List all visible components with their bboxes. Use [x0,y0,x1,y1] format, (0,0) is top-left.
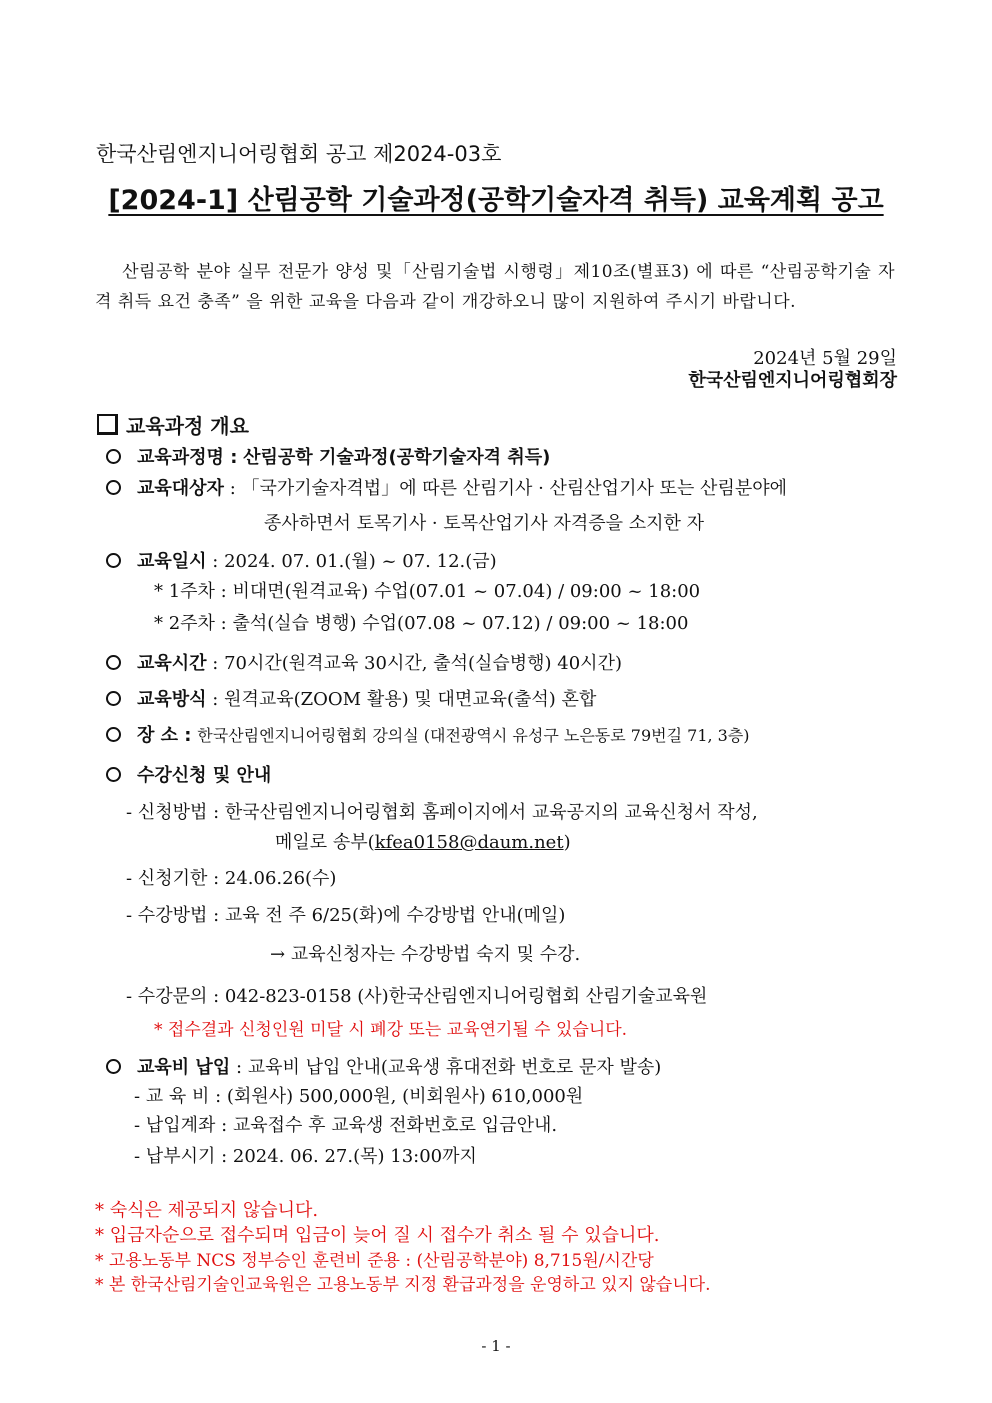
apply-method-cont [275,828,571,854]
place-label: 장 소 : [137,725,192,746]
bullet-circle-icon [106,655,121,670]
bullet-circle-icon [106,449,121,464]
method-row [106,685,596,711]
bullet-circle-icon [106,1059,121,1074]
target-label: 교육대상자 [137,478,224,499]
note-item: * 숙식은 제공되지 않습니다. [95,1200,319,1221]
section-checkbox-icon [97,414,118,435]
apply-deadline: - 신청기한 : 24.06.26(수) [126,868,337,889]
target-value-cont: 종사하면서 토목기사 · 토목산업기사 자격증을 소지한 자 [264,513,704,534]
fee-deadline: - 납부시기 : 2024. 06. 27.(목) 13:00까지 [134,1146,477,1167]
apply-method: - 신청방법 : 한국산림엔지니어링협회 홈페이지에서 교육공지의 교육신청서 작성, [126,802,758,823]
intro-text: 산림공학 분야 실무 전문가 양성 및「산림기술법 시행령」제10조(별표3) 에 따른 “산림공학기술 자격 취득 요건 충족” 을 위한 교육을 다음과 같이 개강하오니 많이 지원하여 주시기 바랍니다. [95,262,895,312]
schedule-row [106,547,497,573]
inquiry-note: * 접수결과 신청인원 미달 시 폐강 또는 교육연기될 수 있습니다. [154,1020,628,1040]
week2-schedule: * 2주차 : 출석(실습 병행) 수업(07.08 ~ 07.12) / 09:00 ~ 18:00 [154,613,689,634]
apply-method-text: 메일로 송부( [275,832,375,853]
hours-label: 교육시간 [137,653,207,674]
place-row [106,721,750,747]
fee-account: - 납입계좌 : 교육접수 후 교육생 전화번호로 입금안내. [134,1115,558,1136]
note-item: * 고용노동부 NCS 정부승인 훈련비 준용 : (산림공학분야) 8,715원/시간당 [95,1251,654,1271]
fee-value: : 교육비 납입 안내(교육생 휴대전화 번호로 문자 발송) [235,1057,662,1078]
issuer-name: 한국산림엔지니어링협회장 [688,370,897,391]
schedule-label: 교육일시 [137,551,207,572]
target-row [106,474,787,500]
notice-number: 한국산림엔지니어링협회 공고 제2024-03호 [96,142,502,166]
page-title [0,178,992,217]
attend-method: - 수강방법 : 교육 전 주 6/25(화)에 수강방법 안내(메일) [126,905,566,926]
target-value: : 「국가기술자격법」에 따른 산림기사 · 산림산업기사 또는 산림분야에 [229,478,787,499]
bullet-circle-icon [106,480,121,495]
page-number: - 1 - [481,1337,511,1355]
schedule-value: : 2024. 07. 01.(월) ~ 07. 12.(금) [212,551,497,572]
bullet-circle-icon [106,767,121,782]
note-item: * 본 한국산림기술인교육원은 고용노동부 지정 환급과정을 운영하고 있지 않습니다. [95,1275,711,1295]
fee-amount: - 교 육 비 : (회원사) 500,000원, (비회원사) 610,000원 [134,1086,584,1107]
intro-paragraph [95,257,895,317]
hours-row [106,649,622,675]
attend-note: → 교육신청자는 수강방법 숙지 및 수강. [270,944,581,965]
page-title-text: [2024-1] 산림공학 기술과정(공학기술자격 취득) 교육계획 공고 [108,185,884,216]
note-item: * 입금자순으로 접수되며 입금이 늦어 질 시 접수가 취소 될 수 있습니다. [95,1225,660,1246]
course-name-label: 교육과정명 : [137,447,238,468]
section-title: 교육과정 개요 [126,414,249,438]
bullet-circle-icon [106,691,121,706]
method-value: : 원격교육(ZOOM 활용) 및 대면교육(출석) 혼합 [212,689,597,710]
course-name-value: 산림공학 기술과정(공학기술자격 취득) [243,447,551,468]
apply-row [106,761,271,787]
apply-method-close: ) [563,832,571,853]
notice-date: 2024년 5월 29일 [753,348,897,369]
inquiry: - 수강문의 : 042-823-0158 (사)한국산림엔지니어링협회 산림기술교육원 [126,986,708,1007]
fee-label: 교육비 납입 [137,1057,231,1078]
fee-row [106,1053,661,1079]
email-link[interactable]: kfea0158@daum.net [374,832,564,853]
bullet-circle-icon [106,553,121,568]
hours-value: : 70시간(원격교육 30시간, 출석(실습병행) 40시간) [212,653,622,674]
course-name-row [106,443,550,469]
place-value: 한국산림엔지니어링협회 강의실 (대전광역시 유성구 노은동로 79번길 71, 3층) [197,726,750,745]
apply-label: 수강신청 및 안내 [137,765,272,786]
bullet-circle-icon [106,727,121,742]
week1-schedule: * 1주차 : 비대면(원격교육) 수업(07.01 ~ 07.04) / 09:00 ~ 18:00 [154,581,701,602]
method-label: 교육방식 [137,689,207,710]
